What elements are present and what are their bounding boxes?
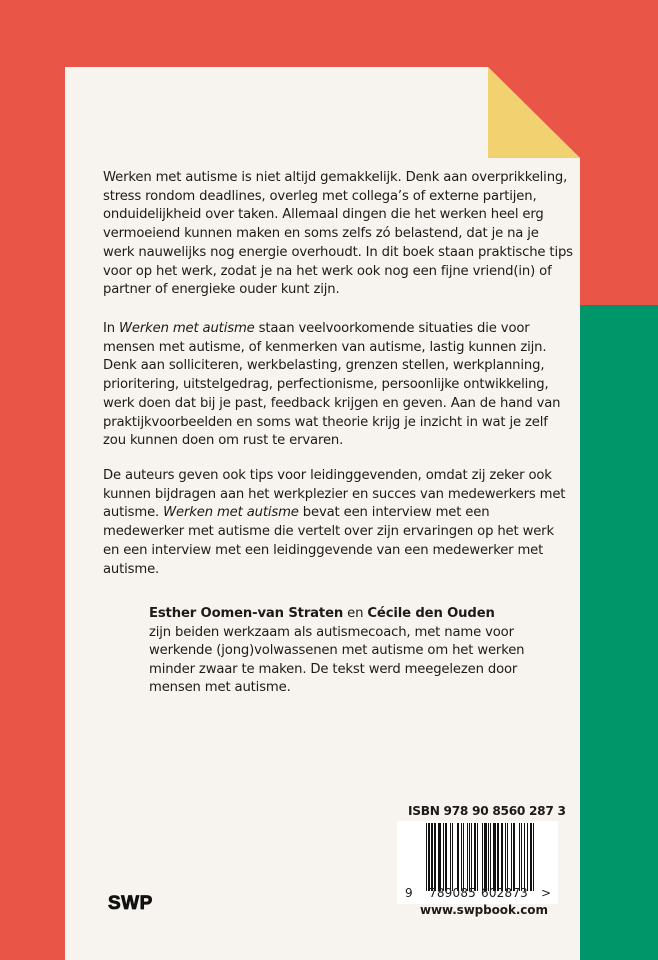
blurb-paragraph-3 [103,467,573,579]
barcode-digits-right: 602873 [481,886,529,900]
barcode-digit-first: 9 [405,886,413,900]
folded-corner [488,67,580,158]
barcode-arrow-icon: > [541,886,552,900]
isbn-label: ISBN 978 90 8560 287 3 [408,804,566,818]
blurb-text: De auteurs geven ook tips voor leidinggevenden, omdat zij zeker ook kunnen bijdragen aan het werkplezier en succes van medewerkers met autisme. [103,468,566,521]
author-bio [149,605,549,698]
green-color-band [580,305,658,960]
blurb-paragraph-2 [103,320,573,451]
author-bio-text: zijn beiden werkzaam als autismecoach, met name voor werkende (jong)volwassenen met autisme om het werken minder zwaar te maken. De tekst werd meegelezen door mensen met autisme. [149,624,525,696]
blurb-text: In [103,321,119,336]
publisher-url: www.swpbook.com [420,903,548,917]
author-name-1: Esther Oomen-van Straten [149,606,344,621]
book-title-italic: Werken met autisme [119,321,255,336]
book-title-italic: Werken met autisme [163,505,299,521]
barcode-bars [426,823,536,891]
blurb-paragraph-1 [103,169,573,300]
barcode [397,821,558,904]
author-name-2: Cécile den Ouden [367,606,495,621]
blurb-text: Werken met autisme is niet altijd gemakkelijk. Denk aan overprikkeling, stress rondom deadlines, overleg met collega’s of externe partijen, onduidelijkheid over taken. Allemaal dingen die het werken heel erg vermoeiend kunnen maken en soms zelfs zó belastend, dat je na je werk nauwelijks nog energie overhoudt. In dit boek staan praktische tips voor op het werk, zodat je na het werk ook nog een fijne vriend(in) of partner of energieke ouder kunt zijn. [103,170,573,298]
blurb-text: bevat een interview met een medewerker met autisme die vertelt over zijn ervaringen op het werk en een interview met een leidinggevende van een medewerker met autisme. [103,505,554,577]
blurb-text: staan veelvoorkomende situaties die voor mensen met autisme, of kenmerken van autisme, lastig kunnen zijn. Denk aan solliciteren, werkbelasting, grenzen stellen, werkplanning, prioritering, uitstelgedrag, perfectionisme, persoonlijke ontwikkeling, werk doen dat bij je past, feedback krijgen en geven. Aan de hand van praktijkvoorbeelden en soms wat theorie krijg je inzicht in wat je zelf zou kunnen doen om rust te ervaren. [103,321,561,449]
barcode-digits-left: 789085 [429,886,477,900]
publisher-logo: SWP [108,893,153,914]
author-conjunction: en [347,606,364,621]
